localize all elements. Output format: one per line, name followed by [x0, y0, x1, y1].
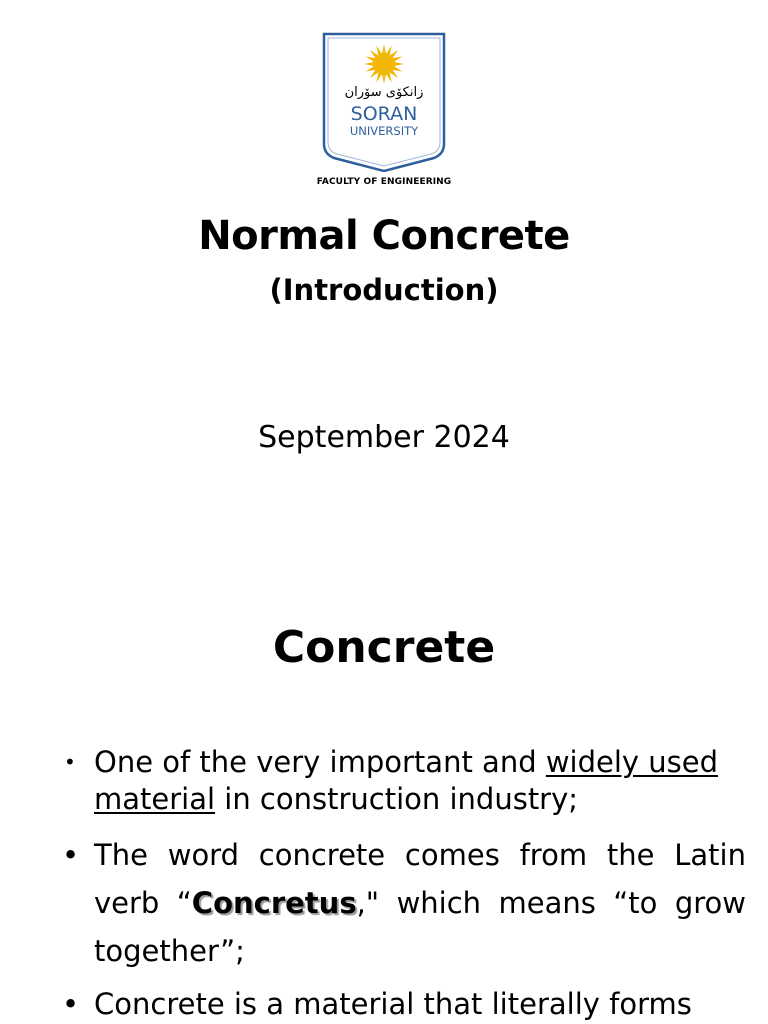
- bullet-item: [62, 831, 746, 975]
- bullet-item: [62, 980, 746, 1024]
- underlined-phrase: widely used: [545, 745, 719, 779]
- logo-name-line2: UNIVERSITY: [349, 124, 419, 138]
- latin-term: Concretus: [191, 886, 357, 920]
- section-heading: Concrete: [272, 622, 496, 673]
- bullet-text: The word concrete comes from the Latin verb “Concretus," which means “to grow together”;: [94, 838, 746, 968]
- logo-name-line1: SORAN: [350, 103, 418, 125]
- sun-icon: [364, 44, 404, 84]
- logo-kurdish-name: زانكۆی سۆران: [344, 85, 424, 100]
- soran-university-logo: [322, 32, 446, 172]
- bullet-text: One of the very important and widely used material in construction industry;: [94, 745, 719, 816]
- slide-subtitle: (Introduction): [269, 273, 499, 307]
- bullet-item: [62, 744, 746, 818]
- slide-date: September 2024: [258, 420, 510, 455]
- bullet-list: [62, 744, 746, 1024]
- logo-shield-graphic: [322, 32, 446, 172]
- bullet-marker: •: [62, 987, 80, 1021]
- bullet-marker: •: [64, 750, 76, 774]
- underlined-phrase: material: [94, 782, 216, 816]
- faculty-caption: FACULTY OF ENGINEERING: [316, 177, 452, 187]
- slide-title: Normal Concrete: [198, 213, 570, 259]
- bullet-text: Concrete is a material that literally forms: [94, 987, 692, 1021]
- bullet-marker: •: [62, 838, 80, 872]
